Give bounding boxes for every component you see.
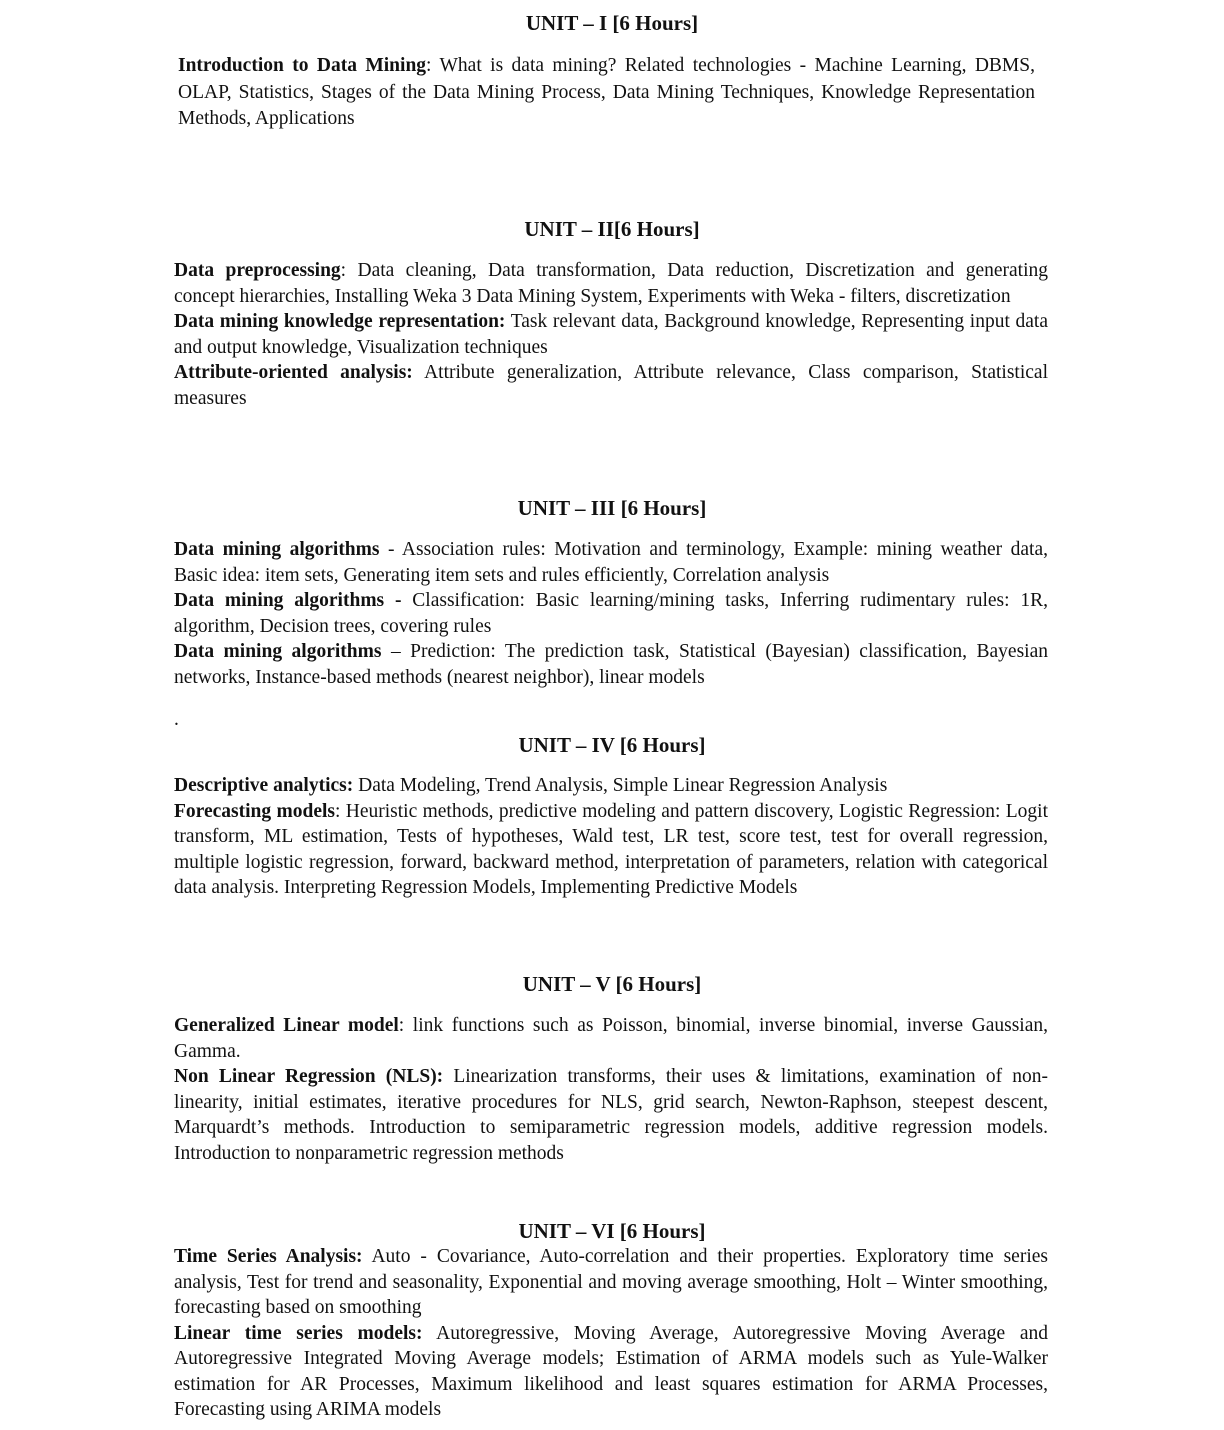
topic-term: Generalized Linear model: [174, 1015, 399, 1036]
unit-2-paragraph-3: [174, 360, 1048, 411]
topic-term: Time Series Analysis:: [174, 1246, 363, 1267]
unit-2-content: [174, 258, 1048, 411]
unit-3-paragraph-2: [174, 588, 1048, 639]
topic-term: Forecasting models: [174, 800, 335, 822]
unit-1-content: [178, 53, 1035, 133]
topic-term: Descriptive analytics:: [174, 775, 354, 796]
unit-1-paragraph-1: [178, 53, 1035, 133]
unit-5-heading: UNIT – V [6 Hours]: [522, 972, 702, 996]
topic-description: Attribute generalization, Attribute relevance, Class comparison, Statistical measures: [174, 362, 1048, 409]
topic-description: : link functions such as Poisson, binomial, inverse binomial, inverse Gaussian, Gamma.: [174, 1015, 1048, 1062]
unit-6-content: [174, 1244, 1048, 1423]
topic-description: : What is data mining? Related technologies - Machine Learning, DBMS, OLAP, Statistics, Stages of the Data Mining Process, Data Mining Techniques, Knowledge Representation Methods, Applications: [178, 55, 1035, 129]
unit-1-heading: UNIT – I [6 Hours]: [525, 11, 699, 35]
topic-term: Data mining algorithms: [174, 641, 382, 662]
stray-period: .: [174, 709, 179, 730]
unit-5-paragraph-1: [174, 1013, 1048, 1064]
unit-4-heading: UNIT – IV [6 Hours]: [518, 733, 706, 757]
unit-3-paragraph-1: [174, 537, 1048, 588]
unit-6-heading: UNIT – VI [6 Hours]: [518, 1219, 706, 1243]
unit-4-content: [174, 773, 1048, 901]
topic-term: Introduction to Data Mining: [178, 55, 427, 76]
topic-description: Classification: Basic learning/mining tasks, Inferring rudimentary rules: 1R, algorithm, Decision trees, covering rules: [174, 590, 1048, 637]
topic-description: Task relevant data, Background knowledge, Representing input data and output knowledge, Visualization techniques: [174, 311, 1048, 358]
unit-3-content: [174, 537, 1048, 690]
unit-6-paragraph-1: [174, 1244, 1048, 1321]
topic-description: - Association rules: Motivation and terminology, Example: mining weather data, Basic idea: item sets, Generating item sets and rules efficiently, Correlation analysis: [174, 539, 1048, 586]
unit-2-paragraph-1: [174, 258, 1048, 309]
unit-3-heading: UNIT – III [6 Hours]: [517, 496, 707, 520]
topic-description: Data Modeling, Trend Analysis, Simple Linear Regression Analysis: [353, 775, 888, 796]
unit-6-paragraph-2: [174, 1321, 1048, 1423]
unit-5-content: [174, 1013, 1048, 1166]
topic-term: Data preprocessing: [174, 260, 341, 281]
unit-2-paragraph-2: [174, 309, 1048, 360]
topic-term: Data mining knowledge representation:: [174, 311, 506, 332]
topic-term: Data mining algorithms -: [174, 590, 402, 611]
topic-term: Data mining algorithms: [174, 539, 380, 560]
unit-2-heading: UNIT – II[6 Hours]: [524, 217, 700, 241]
unit-3-paragraph-3: [174, 639, 1048, 690]
topic-term: Non Linear Regression (NLS):: [174, 1066, 444, 1087]
topic-term: Linear time series models:: [174, 1322, 423, 1344]
topic-term: Attribute-oriented analysis:: [174, 362, 413, 383]
topic-description: Autoregressive, Moving Average, Autoregressive Moving Average and Autoregressive Integrated Moving Average models; Estimation of ARMA models such as Yule-Walker estimation for AR Processes, Maximum likelihood and least squares estimation for ARMA Processes, Forecasting using ARIMA models: [174, 1322, 1048, 1420]
topic-description: – Prediction: The prediction task, Statistical (Bayesian) classification, Bayesian networks, Instance-based methods (nearest neighbor), linear models: [174, 641, 1048, 688]
topic-description: Linearization transforms, their uses & limitations, examination of non-linearity, initial estimates, iterative procedures for NLS, grid search, Newton-Raphson, steepest descent, Marquardt’s methods. Introduction to semiparametric regression models, additive regression models. Introduction to nonparametric regression methods: [174, 1066, 1048, 1164]
topic-description: : Data cleaning, Data transformation, Data reduction, Discretization and generating concept hierarchies, Installing Weka 3 Data Mining System, Experiments with Weka - filters, discretization: [174, 260, 1048, 307]
topic-description: : Heuristic methods, predictive modeling and pattern discovery, Logistic Regression: Logit transform, ML estimation, Tests of hypotheses, Wald test, LR test, score test, test for overall regression, multiple logistic regression, forward, backward method, interpretation of parameters, relation with categorical data analysis. Interpreting Regression Models, Implementing Predictive Models: [174, 800, 1048, 898]
unit-5-paragraph-2: [174, 1064, 1048, 1166]
unit-4-paragraph-2: [174, 799, 1048, 901]
unit-4-paragraph-1: [174, 773, 1048, 799]
topic-description: Auto - Covariance, Auto-correlation and their properties. Exploratory time series analysis, Test for trend and seasonality, Exponential and moving average smoothing, Holt – Winter smoothing, forecasting based on smoothing: [174, 1246, 1048, 1318]
